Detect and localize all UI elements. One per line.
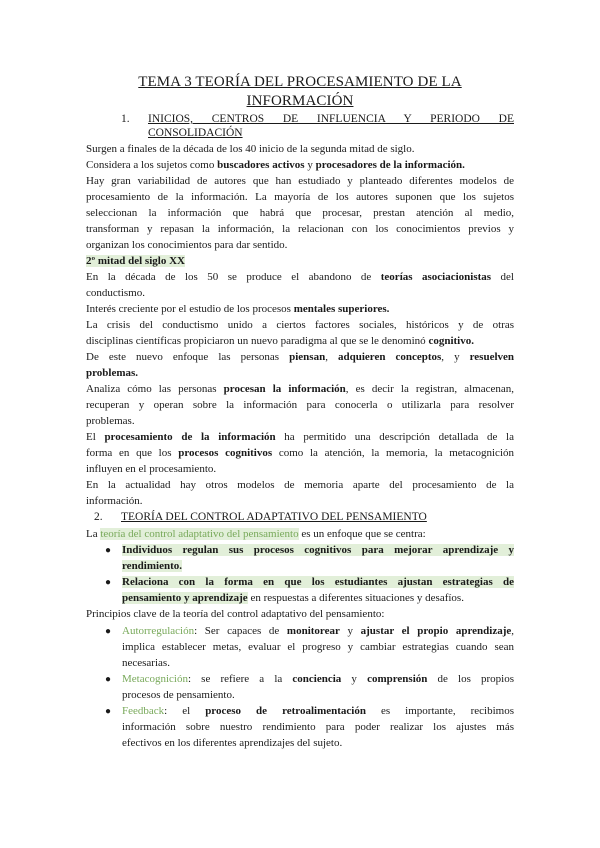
bold-text: piensan xyxy=(289,351,326,363)
bold-text: resuelven xyxy=(469,351,515,363)
bullet-line: efectivos en los diferentes aprendizajes del sujeto. xyxy=(122,737,343,749)
bullet-dot: ● xyxy=(105,626,112,637)
bold-text: conciencia xyxy=(292,673,342,685)
section-2-number: 2. xyxy=(94,511,103,523)
concept-term: Metacognición xyxy=(122,673,188,685)
text: , es decir la registran, almacenan, xyxy=(345,383,515,395)
paragraph xyxy=(86,302,514,317)
text: forma en que los xyxy=(86,447,179,459)
section-2-heading: TEORÍA DEL CONTROL ADAPTATIVO DEL PENSAMIENTO xyxy=(121,511,427,523)
text: es importante, recibimos xyxy=(365,705,514,717)
paragraph-line: procesamiento de la información. La mayoría de los autores suponen que los sujetos xyxy=(86,191,514,203)
bullet-line xyxy=(122,559,514,574)
bullet-line: necesarias. xyxy=(122,657,170,669)
bold-text: ajustar el propio aprendizaje xyxy=(360,625,512,637)
bullet-line xyxy=(122,543,514,558)
paragraph: Principios clave de la teoría del control adaptativo del pensamiento: xyxy=(86,608,385,620)
paragraph-line xyxy=(86,270,514,285)
text: de los propios xyxy=(427,673,514,685)
text: en respuestas a diferentes situaciones y desafíos. xyxy=(247,592,464,604)
text: Analiza cómo las personas xyxy=(86,383,224,395)
paragraph-line xyxy=(86,366,514,381)
text: , xyxy=(511,625,515,637)
paragraph-line xyxy=(86,350,514,365)
bullet-dot: ● xyxy=(105,545,112,556)
bullet-line: implica establecer metas, evaluar el progreso y cambiar estrategias cuando sean xyxy=(122,641,514,653)
paragraph-line: La crisis del conductismo unido a ciertos factores sociales, históricos y de otras xyxy=(86,319,514,331)
text: La xyxy=(86,528,101,540)
text: y xyxy=(304,159,316,171)
bullet-line xyxy=(122,672,514,687)
bold-text: mentales superiores. xyxy=(293,303,390,315)
bullet-line xyxy=(122,704,514,719)
title-line-2: INFORMACIÓN xyxy=(246,93,354,109)
title-line-1: TEMA 3 TEORÍA DEL PROCESAMIENTO DE LA xyxy=(138,74,462,90)
bold-text: problemas. xyxy=(86,367,139,379)
bold-text: monitorear xyxy=(286,625,340,637)
bold-text: cognitivo. xyxy=(428,335,474,347)
subheading-text: 2º mitad del siglo XX xyxy=(86,255,185,267)
text: : Ser capaces de xyxy=(194,625,287,637)
text: Considera a los sujetos como xyxy=(86,159,218,171)
paragraph-line: seleccionan la información que habrá que procesar, prestan atención al medio, xyxy=(86,207,514,219)
bold-text: procesadores de la información. xyxy=(315,159,465,171)
text: y xyxy=(339,625,361,637)
paragraph-line: problemas. xyxy=(86,415,135,427)
paragraph-line: Hay gran variabilidad de autores que han estudiado y planteado diferentes modelos de xyxy=(86,175,514,187)
text: es un enfoque que se centra: xyxy=(298,528,426,540)
paragraph-line: información. xyxy=(86,495,143,507)
paragraph-line: recuperan y operan sobre la información para conocerla o utilizarla para resolver xyxy=(86,399,514,411)
bullet-line xyxy=(122,575,514,590)
paragraph xyxy=(86,527,514,542)
text: De este nuevo enfoque las personas xyxy=(86,351,290,363)
paragraph-line: En la actualidad hay otros modelos de memoria aparte del procesamiento de la xyxy=(86,479,514,491)
bold-text: proceso de retroalimentación xyxy=(205,705,366,717)
text: : el xyxy=(164,705,206,717)
bullet-line xyxy=(122,591,514,606)
bold-highlighted-text: Relaciona con la forma en que los estudiantes ajustan estrategias de xyxy=(122,576,514,588)
text: disciplinas científicas propiciaron un nuevo paradigma al que se le denominó xyxy=(86,335,429,347)
paragraph: Surgen a finales de la década de los 40 inicio de la segunda mitad de siglo. xyxy=(86,143,415,155)
bold-highlighted-text: rendimiento. xyxy=(122,560,182,572)
section-1-heading-line-1: INICIOS, CENTROS DE INFLUENCIA Y PERIODO DE xyxy=(148,113,514,125)
text: : se refiere a la xyxy=(187,673,293,685)
paragraph-line: transforman y repasan la información, la relacionan con los conocimientos previos y xyxy=(86,223,514,235)
section-1-heading-line-2: CONSOLIDACIÓN xyxy=(148,127,243,139)
text: , xyxy=(325,351,338,363)
paragraph-line: influyen en el procesamiento. xyxy=(86,463,217,475)
bold-text: procesan la información xyxy=(223,383,346,395)
paragraph xyxy=(86,158,514,173)
text: En la década de los 50 se produce el abandono de xyxy=(86,271,381,283)
bullet-dot: ● xyxy=(105,577,112,588)
paragraph-line xyxy=(86,446,514,461)
concept-term: Feedback xyxy=(122,705,165,717)
bold-text: procesamiento de la información xyxy=(104,431,276,443)
section-1-number: 1. xyxy=(121,113,130,125)
paragraph-line xyxy=(86,430,514,445)
bold-highlighted-text: Individuos regulan sus procesos cognitivos para mejorar aprendizaje y xyxy=(122,544,514,556)
bullet-line: procesos de pensamiento. xyxy=(122,689,235,701)
bullet-dot: ● xyxy=(105,674,112,685)
bold-text: comprensión xyxy=(367,673,428,685)
page-title xyxy=(85,73,515,111)
paragraph-line xyxy=(86,382,514,397)
bullet-dot: ● xyxy=(105,706,112,717)
text: del xyxy=(491,271,514,283)
concept-term: Autorregulación xyxy=(122,625,195,637)
text: , y xyxy=(441,351,470,363)
text: El xyxy=(86,431,105,443)
text: como la atención, la memoria, la metacognición xyxy=(272,447,514,459)
paragraph-line xyxy=(86,334,514,349)
bullet-line: información sobre nuestro rendimiento para poder realizar los ajustes más xyxy=(122,721,514,733)
text: ha permitido una descripción detallada de la xyxy=(275,431,514,443)
bold-text: adquieren conceptos xyxy=(337,351,442,363)
paragraph-line: conductismo. xyxy=(86,287,145,299)
text: Interés creciente por el estudio de los procesos xyxy=(86,303,294,315)
paragraph-line: organizan los conocimientos para dar sentido. xyxy=(86,239,288,251)
bold-text: procesos cognitivos xyxy=(178,447,273,459)
bold-highlighted-text: pensamiento y aprendizaje xyxy=(122,592,248,604)
bullet-line xyxy=(122,624,514,639)
subheading xyxy=(86,254,514,269)
text: y xyxy=(341,673,368,685)
bold-text: teorías asociacionistas xyxy=(380,271,492,283)
bold-text: buscadores activos xyxy=(217,159,305,171)
highlighted-term: teoría del control adaptativo del pensamiento xyxy=(100,528,299,540)
